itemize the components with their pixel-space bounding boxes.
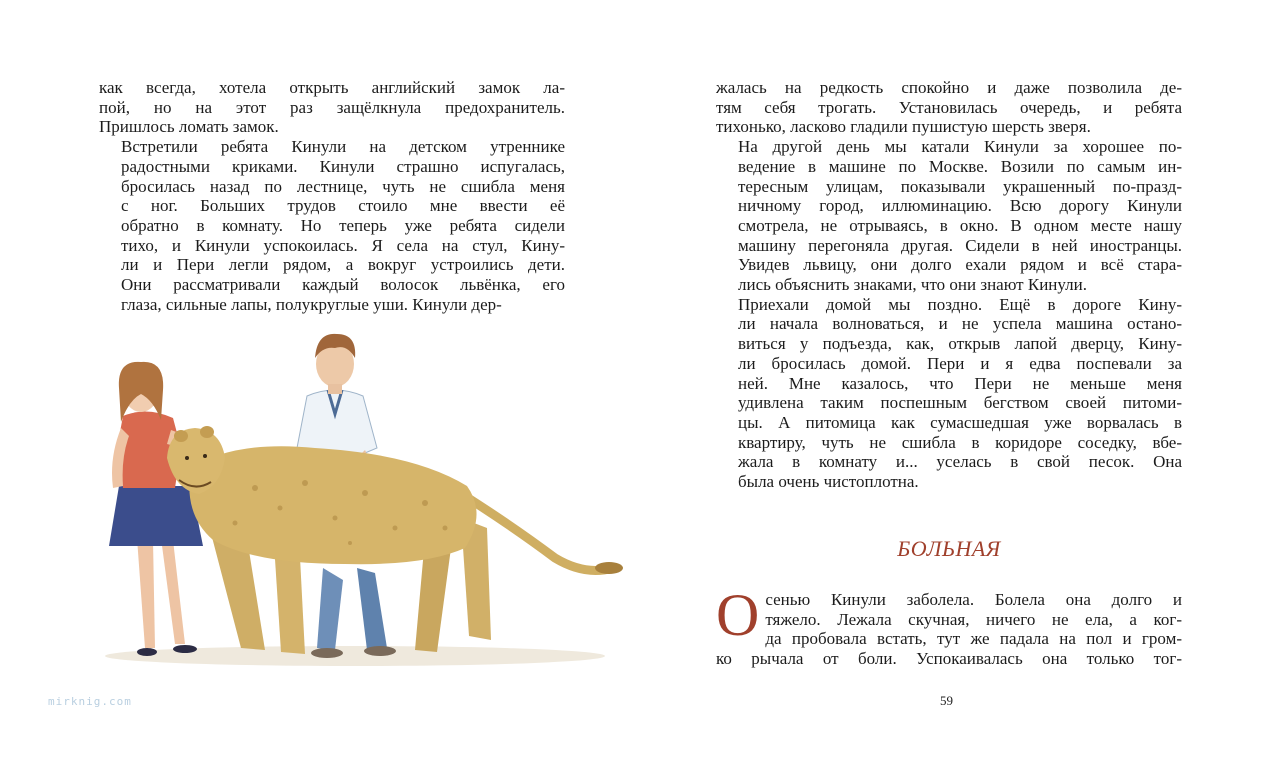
text-line: тихонько, ласково гладили пушистую шерсть зверя. bbox=[716, 117, 1091, 137]
page-number: 59 bbox=[940, 693, 953, 708]
paragraph bbox=[716, 137, 1182, 295]
left-page-text bbox=[99, 78, 565, 314]
text-line: Приехали домой мы поздно. Ещё в дороге Кину- bbox=[738, 294, 1182, 314]
text-line: На другой день мы катали Кинули за хорошее по- bbox=[738, 137, 1182, 157]
text-line: Они рассматривали каждый волосок львёнка, его bbox=[121, 275, 565, 295]
text-line: бросилась назад по лестнице, чуть не сшибла меня bbox=[121, 176, 565, 196]
text-line: цы. А питомица как сумасшедшая уже ворвалась в bbox=[738, 412, 1182, 432]
text-line: жала в комнату и... уселась в свой песок. Она bbox=[738, 452, 1182, 472]
girl-figure bbox=[109, 362, 205, 656]
chapter-text bbox=[716, 582, 1182, 669]
right-page bbox=[640, 0, 1280, 771]
text-line: жалась на редкость спокойно и даже позволила де- bbox=[716, 78, 1182, 97]
text-line: ли начала волноваться, и не успела машина останo- bbox=[738, 314, 1182, 334]
text-line: как всегда, хотела открыть английский замок ла- bbox=[99, 78, 565, 97]
text-line: ничному город, иллюминацию. Всю дорогу Кинули bbox=[738, 196, 1182, 216]
text-line: виться у подъезда, как, открыв лапой дверцу, Кину- bbox=[738, 334, 1182, 354]
chapter-dropcap: О bbox=[716, 582, 760, 648]
paragraph bbox=[716, 295, 1182, 492]
text-line: удивлена таким поспешным бегством своей питоми- bbox=[738, 393, 1182, 413]
text-line: машину перегоняла другая. Сидели в ней иностранцы. bbox=[738, 235, 1182, 255]
text-line: радостными криками. Кинули страшно испугалась, bbox=[121, 156, 565, 176]
text-line: сенью Кинули заболела. Болела она долго и bbox=[765, 590, 1182, 609]
text-line: Встретили ребята Кинули на детском утреннике bbox=[121, 137, 565, 157]
text-line: да пробовала встать, тут же падала на пол и гром- bbox=[765, 629, 1182, 649]
watermark: mirknig.com bbox=[48, 695, 132, 708]
text-line: квартиру, чуть не сшибла в коридоре соседку, вбе- bbox=[738, 432, 1182, 452]
paragraph bbox=[716, 78, 1182, 137]
text-line: глаза, сильные лапы, полукруглые уши. Кинули дер- bbox=[121, 294, 502, 314]
text-line: тям себя трогать. Установилась очередь, и ребята bbox=[716, 97, 1182, 117]
children-with-lioness-illustration bbox=[95, 318, 625, 683]
text-line: Пришлось ломать замок. bbox=[99, 117, 279, 137]
paragraph bbox=[99, 78, 565, 137]
text-line: лись объяснить знаками, что они знают Кинули. bbox=[738, 275, 1087, 295]
chapter-title: БОЛЬНАЯ bbox=[897, 536, 1001, 561]
paragraph bbox=[99, 137, 565, 314]
text-line: тяжело. Лежала скучная, ничего не ела, а ког- bbox=[765, 609, 1182, 629]
text-line: тересным улицам, показывали украшенный по-празд- bbox=[738, 176, 1182, 196]
text-line: Увидев львицу, они долго ехали рядом и всё стара- bbox=[738, 255, 1182, 275]
right-page-text bbox=[716, 78, 1182, 492]
text-line: ведение в машине по Москве. Возили по самым ин- bbox=[738, 156, 1182, 176]
text-line: смотрела, не отрываясь, в окно. В одном месте нашу bbox=[738, 215, 1182, 235]
text-line: ко рычала от боли. Успокаивалась она только тог- bbox=[716, 649, 1182, 669]
text-line: была очень чистоплотна. bbox=[738, 472, 919, 492]
text-line: ли и Пери легли рядом, а вокруг устроились дети. bbox=[121, 255, 565, 275]
text-line: ли бросилась домой. Пери и я едва поспевали за bbox=[738, 353, 1182, 373]
text-line: с ног. Больших трудов стоило мне ввести её bbox=[121, 196, 565, 216]
text-line: тихо, и Кинули успокоилась. Я села на стул, Кину- bbox=[121, 235, 565, 255]
text-line: ней. Мне казалось, что Пери не меньше меня bbox=[738, 373, 1182, 393]
text-line: пой, но на этот раз защёлкнула предохранитель. bbox=[99, 97, 565, 117]
text-line: обратно в комнату. Но теперь уже ребята сидели bbox=[121, 215, 565, 235]
lioness-figure bbox=[167, 426, 623, 654]
